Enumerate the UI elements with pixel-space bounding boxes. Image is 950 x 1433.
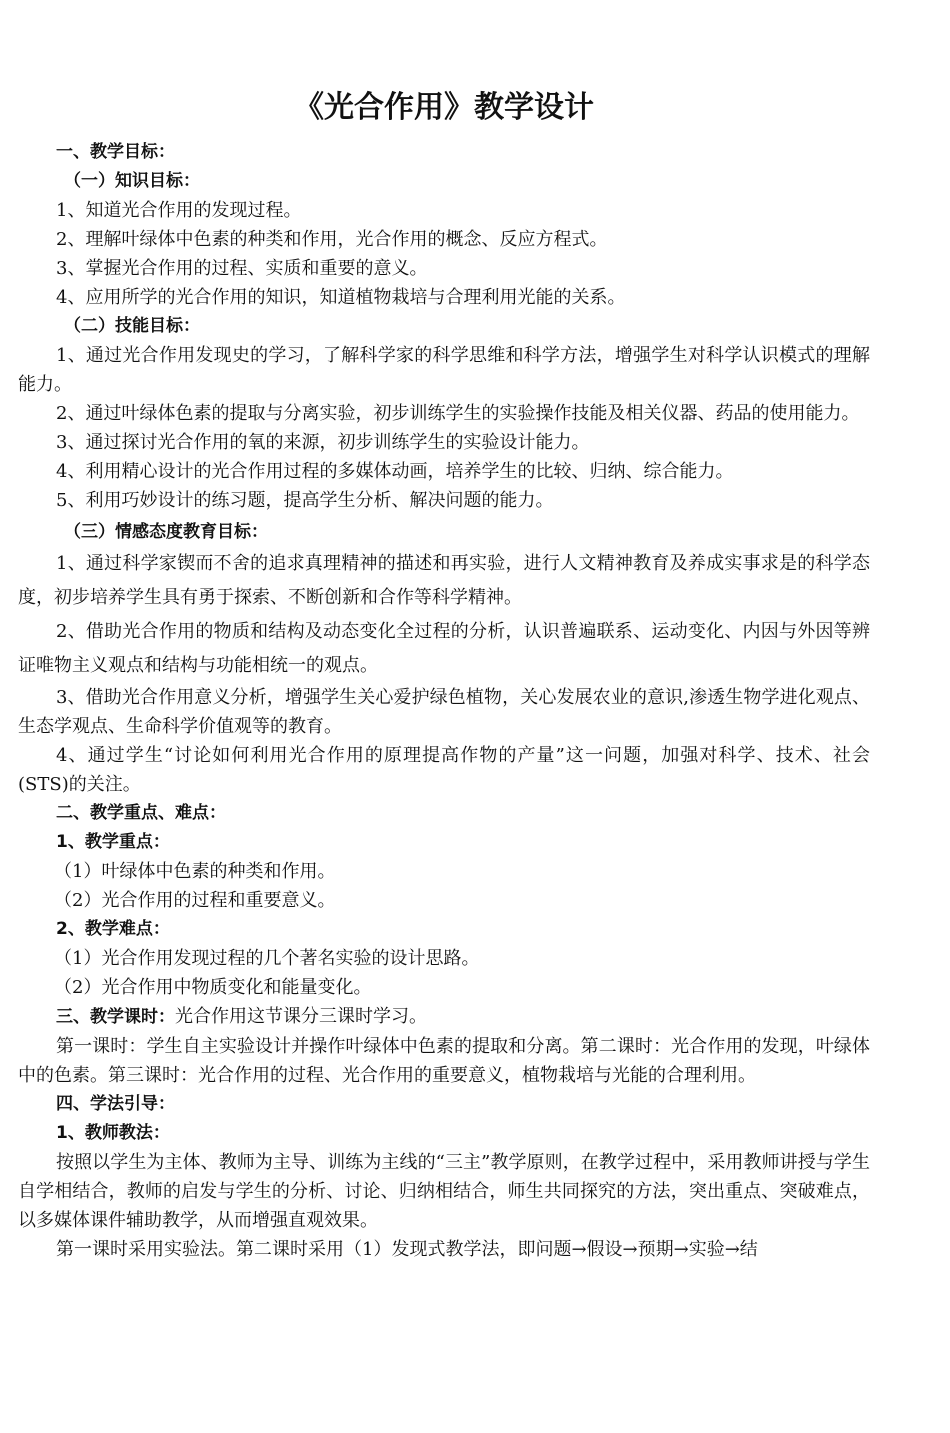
difficult-item: （1）光合作用发现过程的几个著名实验的设计思路。 <box>54 948 480 969</box>
document-title: 《光合作用》教学设计 <box>294 90 594 125</box>
knowledge-item: 3、掌握光合作用的过程、实质和重要的意义。 <box>56 258 428 279</box>
subheading-skills: （二）技能目标： <box>64 316 200 336</box>
skill-item: 5、利用巧妙设计的练习题，提高学生分析、解决问题的能力。 <box>56 490 554 511</box>
emotion-item: 2、借助光合作用的物质和结构及动态变化全过程的分析，认识普遍联系、运动变化、内因与外因等辨证唯物主义观点和结构与功能相统一的观点。 <box>18 621 870 676</box>
subheading-emotion: （三）情感态度教育目标： <box>64 522 268 542</box>
subheading-key: 1、教学重点： <box>56 832 170 852</box>
key-item: （2）光合作用的过程和重要意义。 <box>54 890 336 911</box>
skill-item: 4、利用精心设计的光合作用过程的多媒体动画，培养学生的比较、归纳、综合能力。 <box>56 461 734 482</box>
methods-paragraph: 按照以学生为主体、教师为主导、训练为主线的“三主”教学原则，在教学过程中，采用教师讲授与学生自学相结合，教师的启发与学生的分析、讨论、归纳相结合，师生共同探究的方法，突出重点、突破难点，以多媒体课件辅助教学，从而增强直观效果。 <box>18 1152 870 1231</box>
lessons-detail: 第一课时：学生自主实验设计并操作叶绿体中色素的提取和分离。第二课时：光合作用的发现，叶绿体中的色素。第三课时：光合作用的过程、光合作用的重要意义，植物栽培与光能的合理利用。 <box>18 1036 870 1086</box>
emotion-item: 3、借助光合作用意义分析，增强学生关心爱护绿色植物，关心发展农业的意识,渗透生物学进化观点、生态学观点、生命科学价值观等的教育。 <box>18 687 870 737</box>
emotion-item: 1、通过科学家锲而不舍的追求真理精神的描述和再实验，进行人文精神教育及养成实事求是的科学态度，初步培养学生具有勇于探索、不断创新和合作等科学精神。 <box>18 553 870 608</box>
methods-paragraph: 第一课时采用实验法。第二课时采用（1）发现式教学法，即问题→假设→预期→实验→结 <box>56 1239 758 1260</box>
subheading-knowledge: （一）知识目标： <box>64 171 200 191</box>
section-heading-lessons: 三、教学课时： <box>56 1007 175 1027</box>
difficult-item: （2）光合作用中物质变化和能量变化。 <box>54 977 372 998</box>
subheading-difficult: 2、教学难点： <box>56 919 170 939</box>
section-heading-objectives: 一、教学目标： <box>56 142 175 162</box>
knowledge-item: 1、知道光合作用的发现过程。 <box>56 200 302 221</box>
skill-item: 3、通过探讨光合作用的氧的来源，初步训练学生的实验设计能力。 <box>56 432 590 453</box>
knowledge-item: 4、应用所学的光合作用的知识，知道植物栽培与合理利用光能的关系。 <box>56 287 626 308</box>
section-heading-methods: 四、学法引导： <box>56 1094 175 1114</box>
section-heading-key-points: 二、教学重点、难点： <box>56 803 226 823</box>
skill-item: 2、通过叶绿体色素的提取与分离实验，初步训练学生的实验操作技能及相关仪器、药品的使用能力。 <box>56 403 860 424</box>
emotion-item: 4、通过学生“讨论如何利用光合作用的原理提高作物的产量”这一问题，加强对科学、技术、社会(STS)的关注。 <box>18 745 870 795</box>
document-page <box>18 88 870 1264</box>
lessons-text: 光合作用这节课分三课时学习。 <box>175 1006 427 1027</box>
subheading-teacher-methods: 1、教师教法： <box>56 1123 170 1143</box>
section-lessons <box>18 1002 870 1032</box>
key-item: （1）叶绿体中色素的种类和作用。 <box>54 861 336 882</box>
knowledge-item: 2、理解叶绿体中色素的种类和作用，光合作用的概念、反应方程式。 <box>56 229 608 250</box>
skill-item: 1、通过光合作用发现史的学习，了解科学家的科学思维和科学方法，增强学生对科学认识模式的理解能力。 <box>18 345 870 395</box>
